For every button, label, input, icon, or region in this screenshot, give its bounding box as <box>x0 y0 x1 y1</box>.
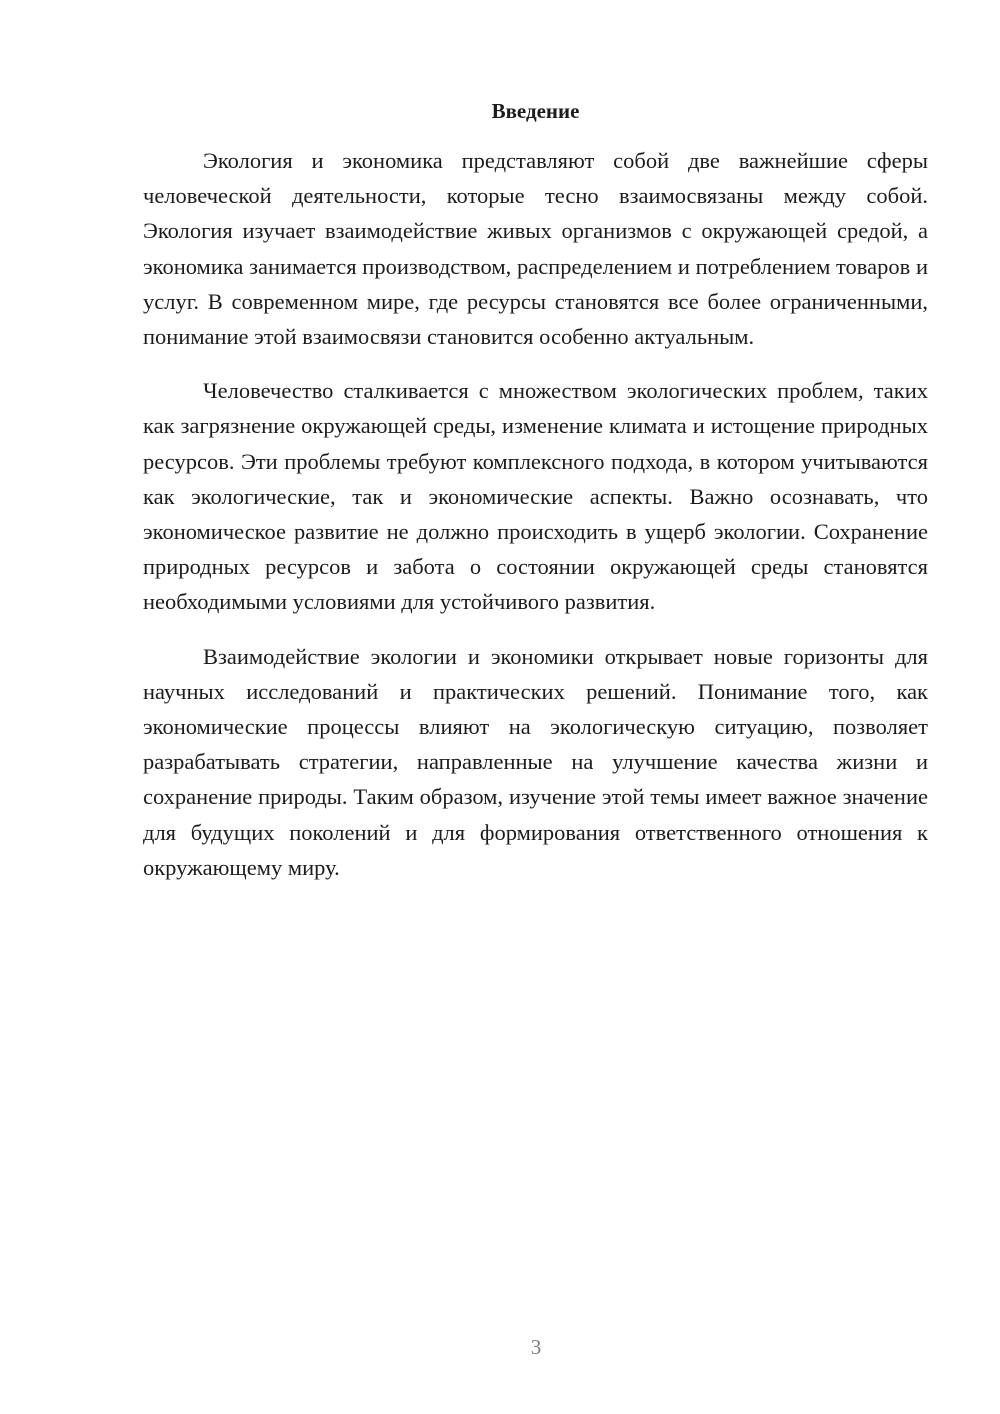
page-number: 3 <box>530 1335 542 1359</box>
page-title: Введение <box>491 99 580 123</box>
paragraph-1: Экология и экономика представляют собой две важнейшие сферы человеческой деятельности, которые тесно взаимосвязаны между собой. Экология изучает взаимодействие живых организмов с окружающей средой, а экономика занимается производством, распределением и потреблением товаров и услуг. В современном мире, где ресурсы становятся все более ограниченными, понимание этой взаимосвязи становится особенно актуальным. <box>143 148 928 350</box>
paragraph-2: Человечество сталкивается с множеством экологических проблем, таких как загрязнение окружающей среды, изменение климата и истощение природных ресурсов. Эти проблемы требуют комплексного подхода, в котором учитываются как экологические, так и экономические аспекты. Важно осознавать, что экономическое развитие не должно происходить в ущерб экологии. Сохранение природных ресурсов и забота о состоянии окружающей среды становятся необходимыми условиями для устойчивого развития. <box>143 378 928 615</box>
document-body <box>143 143 928 904</box>
paragraph-3: Взаимодействие экологии и экономики открывает новые горизонты для научных исследований и практических решений. Понимание того, как экономические процессы влияют на экологическую ситуацию, позволяет разрабатывать стратегии, направленные на улучшение качества жизни и сохранение природы. Таким образом, изучение этой темы имеет важное значение для будущих поколений и для формирования ответственного отношения к окружающему миру. <box>143 643 928 880</box>
